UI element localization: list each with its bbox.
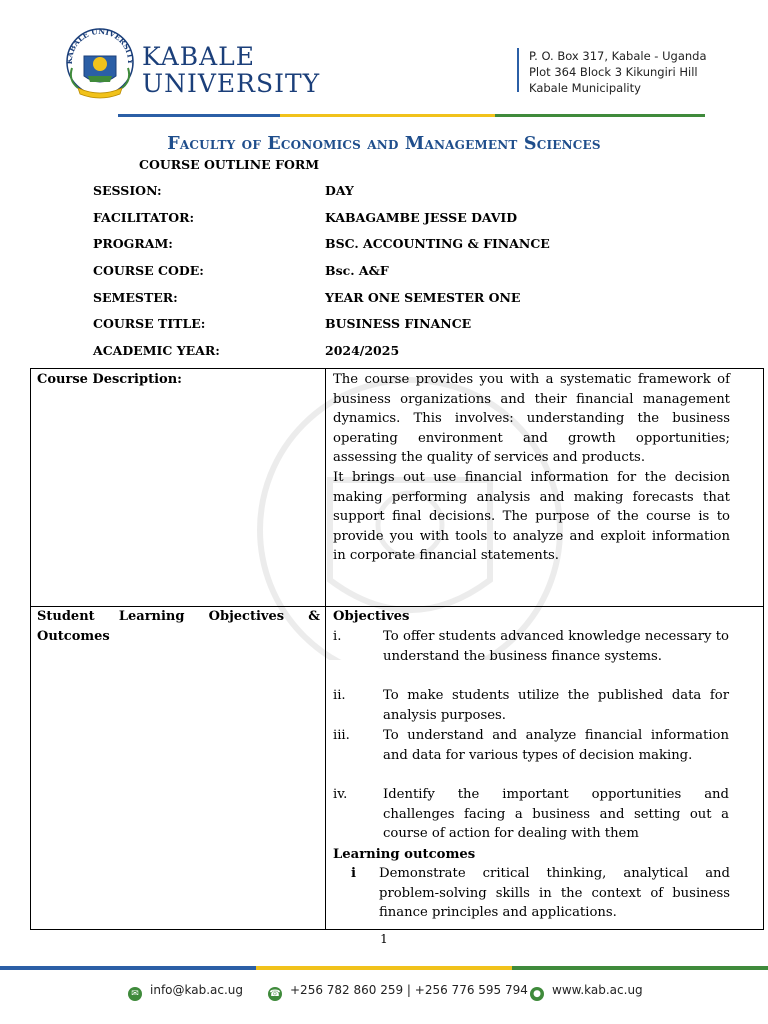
university-seal-logo xyxy=(64,22,136,104)
footer-website[interactable] xyxy=(530,981,643,1001)
objective-text: To understand and analyze financial information and data for various types of decision making. xyxy=(383,728,729,763)
email-icon: ✉ xyxy=(128,987,142,1001)
university-name xyxy=(142,43,320,97)
outcome-number: i xyxy=(351,866,357,881)
objective-number: iv. xyxy=(333,787,348,802)
header-stripe-blue xyxy=(118,114,280,117)
meta-label: PROGRAM: xyxy=(93,236,173,251)
faculty-title: Faculty of Economics and Management Sciences xyxy=(167,134,601,154)
form-title: COURSE OUTLINE FORM xyxy=(139,157,320,172)
footer-stripe-yellow xyxy=(256,966,512,970)
meta-label: ACADEMIC YEAR: xyxy=(93,343,220,358)
meta-label: SESSION: xyxy=(93,183,162,198)
footer-phone-text: +256 782 860 259 | +256 776 595 794 xyxy=(290,983,528,997)
course-description-label: Course Description: xyxy=(37,372,182,387)
meta-value: KABAGAMBE JESSE DAVID xyxy=(325,210,518,225)
globe-icon: ● xyxy=(530,987,544,1001)
meta-value: DAY xyxy=(325,183,354,198)
meta-label: COURSE TITLE: xyxy=(93,316,206,331)
meta-value: BSC. ACCOUNTING & FINANCE xyxy=(325,236,550,251)
university-name-line1: KABALE xyxy=(142,42,255,71)
meta-value: BUSINESS FINANCE xyxy=(325,316,472,331)
footer-email-text: info@kab.ac.ug xyxy=(150,983,244,997)
course-description-text xyxy=(333,370,730,566)
address-block xyxy=(529,48,707,96)
footer-phone[interactable] xyxy=(268,981,528,1001)
objective-text: Identify the important opportunities and challenges facing a business and setting out a course of action for dealing with them xyxy=(383,787,729,842)
footer-stripe-green xyxy=(512,966,768,970)
outcome-text: Demonstrate critical thinking, analytical and problem-solving skills in the context of business finance principles and applications. xyxy=(379,866,730,921)
footer-email[interactable] xyxy=(128,981,243,1001)
objective-number: iii. xyxy=(333,728,350,743)
footer-website-text: www.kab.ac.ug xyxy=(552,983,643,997)
address-divider xyxy=(517,48,519,92)
objective-number: i. xyxy=(333,629,342,644)
objectives-label-line2: Outcomes xyxy=(37,629,110,644)
page-number: 1 xyxy=(380,932,388,946)
meta-label: COURSE CODE: xyxy=(93,263,204,278)
objective-number: ii. xyxy=(333,688,346,703)
address-line-2: Plot 364 Block 3 Kikungiri Hill xyxy=(529,65,698,79)
meta-value: 2024/2025 xyxy=(325,343,400,358)
meta-value: Bsc. A&F xyxy=(325,263,389,278)
seal-arc-text: KABALE UNIVERSITY xyxy=(64,26,136,65)
meta-label: FACILITATOR: xyxy=(93,210,195,225)
header-stripe-green xyxy=(495,114,705,117)
objectives-label-line1: Student Learning Objectives & xyxy=(37,609,320,624)
objective-text: To offer students advanced knowledge necessary to understand the business finance systems. xyxy=(383,629,729,664)
table-column-divider xyxy=(325,368,326,930)
footer-stripe-blue xyxy=(0,966,256,970)
header-stripe-yellow xyxy=(280,114,495,117)
university-name-line2: UNIVERSITY xyxy=(142,69,321,98)
objectives-heading: Objectives xyxy=(333,609,410,624)
address-line-3: Kabale Municipality xyxy=(529,81,641,95)
objective-text: To make students utilize the published data for analysis purposes. xyxy=(383,688,729,723)
phone-icon: ☎ xyxy=(269,989,281,999)
meta-label: SEMESTER: xyxy=(93,290,178,305)
learning-outcomes-heading: Learning outcomes xyxy=(333,847,476,862)
description-paragraph-1: The course provides you with a systematic framework of business organizations and their financial management dynamics. This involves: understanding the business operating environment and growth opportunities; assessing the quality of services and products. xyxy=(333,372,730,466)
address-line-1: P. O. Box 317, Kabale - Uganda xyxy=(529,49,707,63)
meta-value: YEAR ONE SEMESTER ONE xyxy=(325,290,521,305)
description-paragraph-2: It brings out use financial information for the decision making performing analysis and making forecasts that support final decisions. The purpose of the course is to provide you with tools to analyze and exploit information in corporate financial statements. xyxy=(333,469,730,564)
